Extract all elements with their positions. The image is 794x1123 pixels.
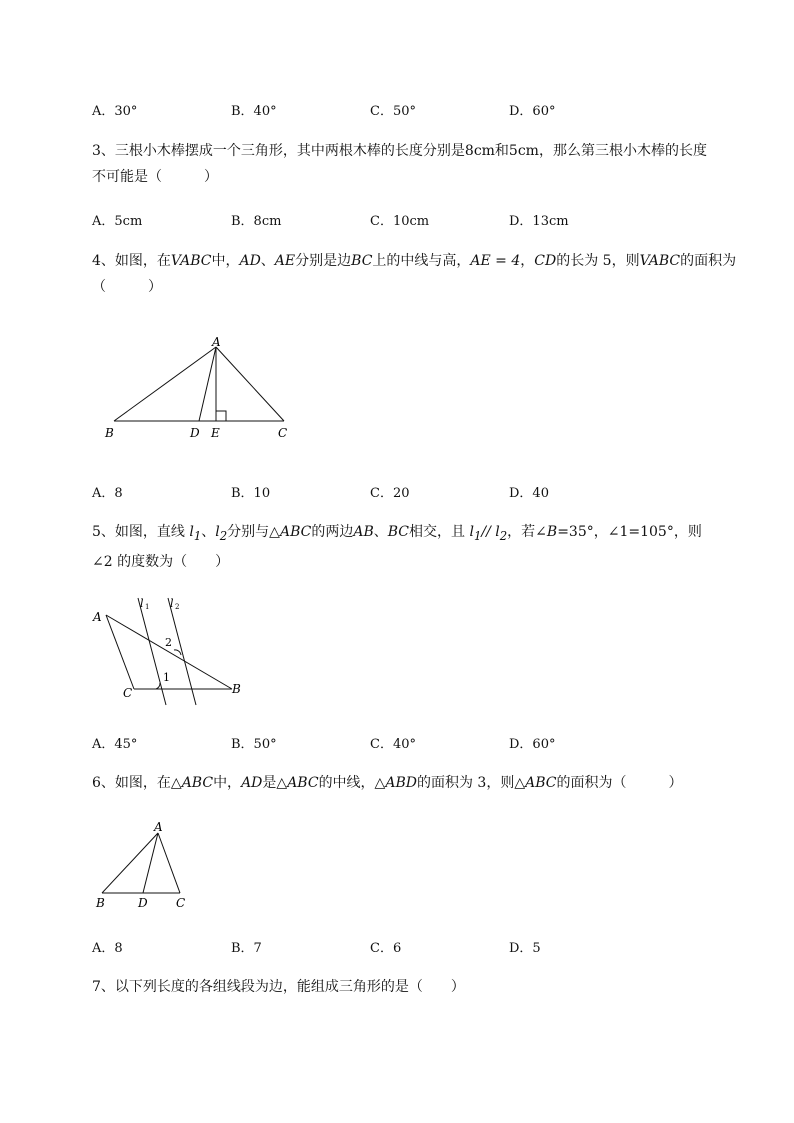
q5-l2-sub: 2 <box>499 528 508 543</box>
q5-parallel-sign: // <box>481 524 496 540</box>
q5-label-l1-sub: 1 <box>145 603 150 611</box>
q5-angle-b: B <box>546 524 558 540</box>
q5-text: ，若∠ <box>507 524 547 540</box>
q2-option-c[interactable]: C．50° <box>370 103 416 119</box>
q6-segment-ad: AD <box>241 775 263 791</box>
q5-label-l1: l <box>140 597 144 610</box>
q6-line1 <box>92 770 742 796</box>
q4-option-a[interactable]: A．8 <box>92 485 123 501</box>
q5-segment-bc: BC <box>387 524 409 540</box>
q3-option-a[interactable]: A．5cm <box>92 213 143 229</box>
q6-line-ab <box>102 833 158 893</box>
q5-option-a[interactable]: A．45° <box>92 736 138 752</box>
q6-text: 6、如图，在△ <box>92 775 182 791</box>
q3-stem <box>92 138 742 190</box>
q5-segment-ab: AB <box>353 524 374 540</box>
q6-triangle-abd: ABD <box>385 775 417 791</box>
q5-l1-sub: 1 <box>193 528 202 543</box>
q4-options <box>92 482 648 500</box>
q7-stem <box>92 974 742 1000</box>
q2-option-b[interactable]: B．40° <box>231 103 277 119</box>
q6-triangle-name: ABC <box>181 775 214 791</box>
q4-line1 <box>92 248 742 274</box>
q3-options <box>92 210 648 228</box>
q5-l2: l <box>215 524 220 540</box>
q5-label-l2: l <box>170 597 174 610</box>
q4-text: 的长为 5，则 <box>556 253 640 269</box>
q5-l2-sub: 2 <box>219 528 228 543</box>
q4-label-d: D <box>190 426 200 440</box>
q5-label-b: B <box>232 682 241 696</box>
q4-label-b: B <box>105 426 114 440</box>
q6-triangle-name: ABC <box>287 775 319 791</box>
q5-line-ac <box>106 615 134 689</box>
q4-text: 中， <box>211 253 240 269</box>
q6-option-b[interactable]: B．7 <box>231 940 262 956</box>
q5-label-a: A <box>93 610 102 624</box>
q5-text: 相交，且 <box>409 524 470 540</box>
q4-label-c: C <box>278 426 288 440</box>
q5-triangle-name: ABC <box>279 524 312 540</box>
q6-option-c[interactable]: C．6 <box>370 940 402 956</box>
q4-line-ab <box>114 347 216 421</box>
q5-text: 5、如图，直线 <box>92 524 190 540</box>
q5-label-angle1: 1 <box>163 671 170 684</box>
q5-label-l2-sub: 2 <box>175 603 180 611</box>
q6-line-ac <box>158 833 180 893</box>
q6-option-d[interactable]: D．5 <box>509 940 541 956</box>
q4-text: 、 <box>260 253 275 269</box>
q4-text: ， <box>520 253 535 269</box>
q5-l1: l <box>469 524 474 540</box>
q4-segment-cd: CD <box>534 253 557 269</box>
q5-line2: ∠2 的度数为（ ） <box>92 553 230 570</box>
q3-option-b[interactable]: B．8cm <box>231 213 282 229</box>
q5-text: 、 <box>201 524 216 540</box>
q4-line2: （ ） <box>92 279 162 295</box>
q5-angle2-arc <box>174 650 181 655</box>
q4-stem <box>92 248 742 300</box>
q6-label-b: B <box>96 896 105 910</box>
q5-stem <box>92 519 742 575</box>
q5-text: 分别与△ <box>227 524 280 540</box>
q6-label-a: A <box>154 820 163 834</box>
q4-text: 4、如图，在 <box>92 253 171 269</box>
q4-option-b[interactable]: B．10 <box>231 485 271 501</box>
q4-option-d[interactable]: D．40 <box>509 485 549 501</box>
q6-text: 是△ <box>262 775 288 791</box>
q5-l2: l <box>495 524 500 540</box>
q5-line1 <box>92 519 742 549</box>
q6-label-d: D <box>138 896 148 910</box>
q6-label-c: C <box>176 896 186 910</box>
q6-text: 的面积为（ ） <box>556 775 683 791</box>
q3-line2: 不可能是（ ） <box>92 169 218 185</box>
q6-options <box>92 937 648 955</box>
q5-text: 的两边 <box>311 524 354 540</box>
q4-text: 上的中线与高， <box>372 253 471 269</box>
q5-text: =35°，∠1=105°，则 <box>557 524 702 540</box>
q3-option-d[interactable]: D．13cm <box>509 213 569 229</box>
q2-options <box>92 100 648 118</box>
q5-angle1-arc <box>156 683 160 689</box>
q6-text: 的中线，△ <box>318 775 386 791</box>
q5-option-b[interactable]: B．50° <box>231 736 277 752</box>
q4-segment-ae: AE <box>274 253 296 269</box>
q4-label-e: E <box>211 426 220 440</box>
q5-label-angle2: 2 <box>165 636 172 649</box>
q5-option-c[interactable]: C．40° <box>370 736 416 752</box>
q4-triangle-name: VABC <box>639 253 681 269</box>
q6-triangle-name: ABC <box>525 775 557 791</box>
q5-l1-sub: 1 <box>473 528 482 543</box>
q6-text: 的面积为 3，则△ <box>416 775 526 791</box>
q4-segment-ad: AD <box>239 253 261 269</box>
q5-text: 、 <box>373 524 388 540</box>
q6-stem <box>92 770 742 796</box>
q4-label-a: A <box>212 335 221 349</box>
q6-line-ad <box>143 833 158 893</box>
q4-ae-equation: AE = 4 <box>470 253 521 269</box>
q3-line1: 3、三根小木棒摆成一个三角形，其中两根木棒的长度分别是8cm和5cm，那么第三根小木棒的长度 <box>92 143 707 159</box>
q7-line1: 7、以下列长度的各组线段为边，能组成三角形的是（ ） <box>92 979 465 995</box>
q5-l1: l <box>189 524 194 540</box>
q4-triangle-name: VABC <box>170 253 212 269</box>
q6-option-a[interactable]: A．8 <box>92 940 123 956</box>
q3-option-c[interactable]: C．10cm <box>370 213 430 229</box>
q2-option-a[interactable]: A．30° <box>92 103 138 119</box>
q5-figure <box>90 593 250 708</box>
q5-label-c: C <box>123 686 133 700</box>
q5-option-d[interactable]: D．60° <box>509 736 556 752</box>
q4-option-c[interactable]: C．20 <box>370 485 410 501</box>
q4-segment-bc: BC <box>351 253 373 269</box>
q4-line-ac <box>216 347 284 421</box>
q2-option-d[interactable]: D．60° <box>509 103 556 119</box>
q5-options <box>92 733 648 751</box>
q4-text: 分别是边 <box>295 253 352 269</box>
q4-text: 的面积为 <box>680 253 737 269</box>
q4-right-angle-mark <box>216 411 226 421</box>
q4-figure <box>100 335 300 445</box>
q6-text: 中， <box>213 775 242 791</box>
q6-figure <box>92 816 202 914</box>
